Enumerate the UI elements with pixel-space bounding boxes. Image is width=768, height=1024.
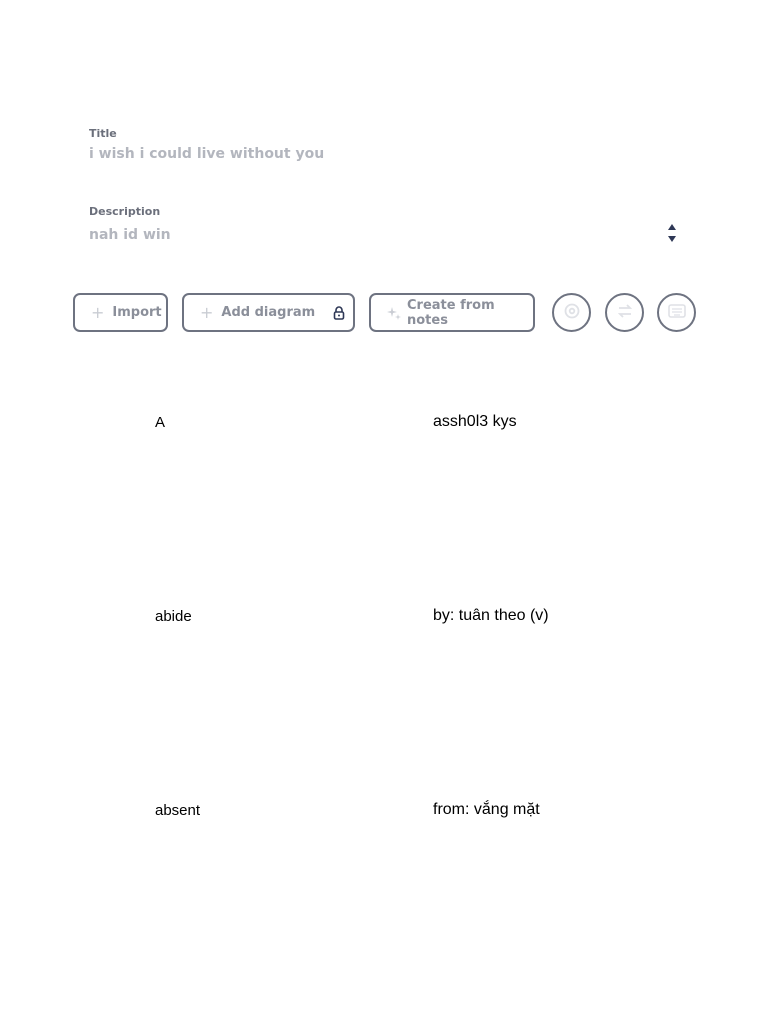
card-term[interactable]: A [155, 414, 166, 431]
add-diagram-label: Add diagram [221, 305, 316, 320]
swap-icon [616, 302, 634, 324]
keyboard-shortcuts-button[interactable] [657, 293, 696, 332]
plus-icon: + [91, 303, 105, 322]
sparkle-icon [387, 306, 401, 320]
card-term[interactable]: absent [155, 802, 201, 819]
lock-icon [332, 306, 346, 320]
card-definition[interactable]: assh0l3 kys [433, 413, 517, 430]
settings-button[interactable] [552, 293, 591, 332]
swap-button[interactable] [605, 293, 644, 332]
keyboard-icon [667, 303, 687, 323]
plus-icon: + [200, 303, 214, 322]
card-definition[interactable]: from: vắng mặt [433, 801, 540, 818]
import-button[interactable] [73, 293, 168, 332]
description-input[interactable]: nah id win [89, 227, 171, 243]
card-term[interactable]: abide [155, 608, 192, 625]
title-input[interactable]: i wish i could live without you [89, 146, 325, 162]
settings-icon [563, 302, 581, 324]
description-label: Description [89, 205, 161, 218]
resize-handle-icon[interactable] [666, 222, 678, 244]
title-label: Title [89, 127, 117, 140]
create-from-notes-button[interactable] [369, 293, 535, 332]
create-from-notes-label: Create from notes [407, 297, 495, 328]
card-definition[interactable]: by: tuân theo (v) [433, 607, 549, 624]
add-diagram-button[interactable] [182, 293, 355, 332]
import-label: Import [112, 305, 162, 320]
